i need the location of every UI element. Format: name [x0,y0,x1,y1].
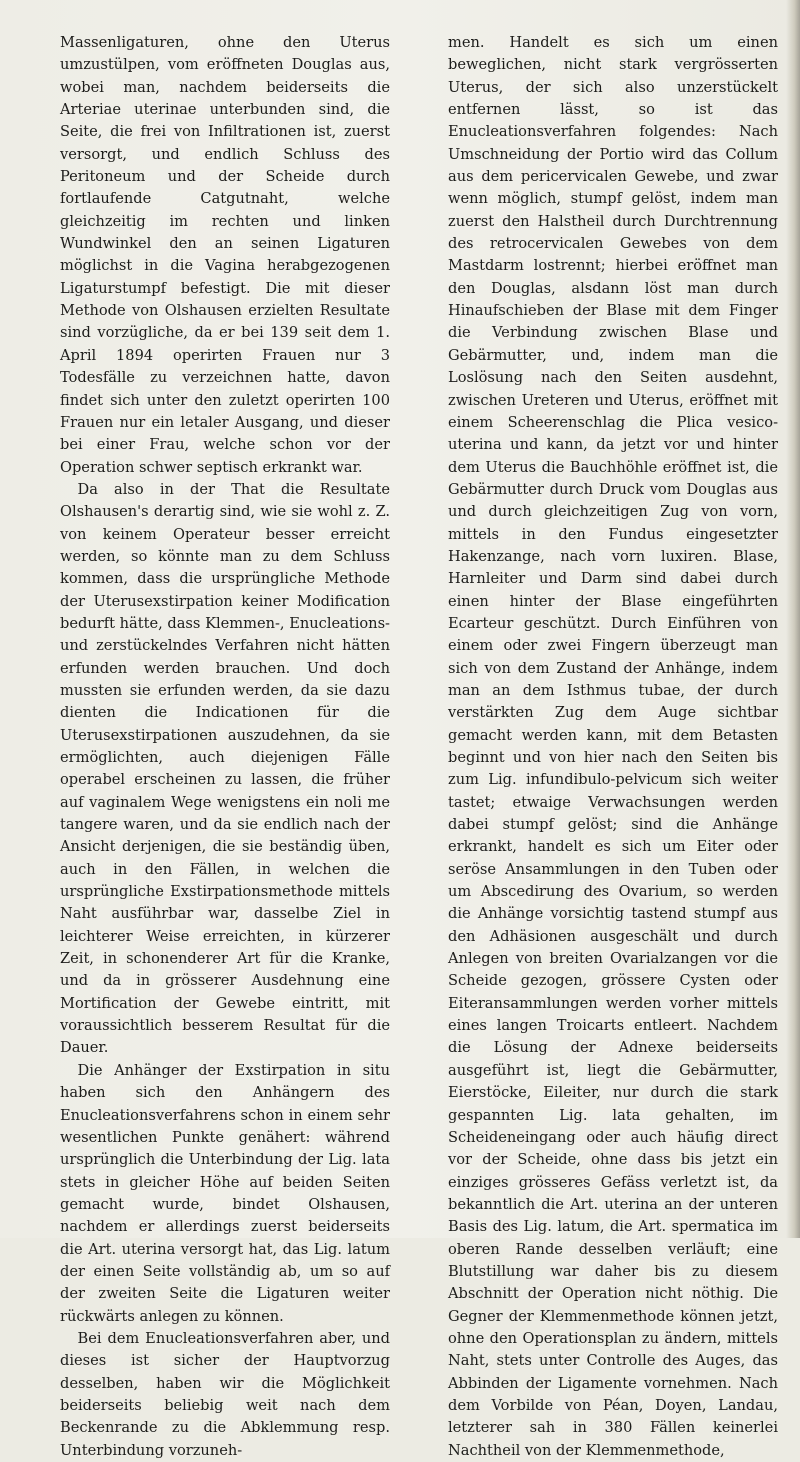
paragraph: Da also in der That die Resultate Olshausen's derartig sind, wie sie wohl z. Z. von keinem Operateur besser erreicht werden, so könnte man zu dem Schluss kommen, dass die ursprüngliche Methode der Uterusexstirpation keiner Modification bedurft hätte, dass Klemmen-, Enucleations- und zerstückelndes Verfahren nicht hätten erfunden werden brauchen. Und doch mussten sie erfunden werden, da sie dazu dienten die Indicationen für die Uterusexstirpationen auszudehnen, da sie ermöglichten, auch diejenigen Fälle operabel erscheinen zu lassen, die früher auf vaginalem Wege wenigstens ein noli me tangere waren, und da sie endlich nach der Ansicht derjenigen, die sie beständig üben, auch in den Fällen, in welchen die ursprüngliche Exstirpationsmethode mittels Naht ausführbar war, dasselbe Ziel in leichterer Weise erreichten, in kürzerer Zeit, in schonenderer Art für die Kranke, und da in grösserer Ausdehnung eine Mortification der Gewebe eintritt, mit voraussichtlich besserem Resultat für die Dauer. [60,480,390,1057]
paragraph: Die Anhänger der Exstirpation in situ haben sich den Anhängern des Enucleationsverfahrens schon in einem sehr wesentlichen Punkte genähert: während ursprünglich die Unterbindung der Lig. lata stets in gleicher Höhe auf beiden Seiten gemacht wurde, bindet Olshausen, nachdem er allerdings zuerst beiderseits die Art. uterina versorgt hat, das Lig. latum der einen Seite vollständig ab, um so auf der zweiten Seite die Ligaturen weiter rückwärts anlegen zu können. [60,1061,390,1325]
left-text-column [60,32,390,1462]
paragraph: men. Handelt es sich um einen beweglichen, nicht stark vergrösserten Uterus, der sich also unzerstückelt entfernen lässt, so ist das Enucleationsverfahren folgendes: Nach Umschneidung der Portio wird das Collum aus dem pericervicalen Gewebe, und zwar wenn möglich, stumpf gelöst, indem man zuerst den Halstheil durch Durchtrennung des retrocervicalen Gewebes von dem Mastdarm lostrennt; hierbei eröffnet man den Douglas, alsdann löst man durch Hinaufschieben der Blase mit dem Finger die Verbindung zwischen Blase und Gebärmutter, und, indem man die Loslösung nach den Seiten ausdehnt, zwischen Ureteren und Uterus, eröffnet mit einem Scheerenschlag die Plica vesico-uterina und kann, da jetzt vor und hinter dem Uterus die Bauchhöhle eröffnet ist, die Gebärmutter durch Druck vom Douglas aus und durch gleichzeitigen Zug von vorn, mittels in den Fundus eingesetzter Hakenzange, nach vorn luxiren. Blase, Harnleiter und Darm sind dabei durch einen hinter der Blase eingeführten Ecarteur geschützt. Durch Einführen von einem oder zwei Fingern überzeugt man sich von dem Zustand der Anhänge, indem man an dem Isthmus tubae, der durch verstärkten Zug dem Auge sichtbar gemacht werden kann, mit dem Betasten beginnt und von hier nach den Seiten bis zum Lig. infundibulo-pelvicum sich weiter tastet; etwaige Verwachsungen werden dabei stumpf gelöst; sind die Anhänge erkrankt, handelt es sich um Eiter oder seröse Ansammlungen in den Tuben oder um Abscedirung des Ovarium, so werden die Anhänge vorsichtig tastend stumpf aus den Adhäsionen ausgeschält und durch Anlegen von breiten Ovarialzangen vor die Scheide gezogen, grössere Cysten oder Eiteransammlungen werden vorher mittels eines langen Troicarts entleert. Nachdem die Lösung der Adnexe beiderseits ausgeführt ist, liegt die Gebärmutter, Eierstöcke, Eileiter, nur durch die stark gespannten Lig. lata gehalten, im Scheideneingang oder auch häufig direct vor der Scheide, ohne dass bis jetzt ein einziges grösseres Gefäss verletzt ist, da bekanntlich die Art. uterina an der unteren Basis des Lig. latum, die Art. spermatica im oberen Rande desselben verläuft; eine Blutstillung war daher bis zu diesem Abschnitt der Operation nicht nöthig. Die Gegner der Klemmenmethode können jetzt, ohne den Operationsplan zu ändern, mittels Naht, stets unter Controlle des Auges, das Abbinden der Ligamente vornehmen. Nach dem Vorbilde von Péan, Doyen, Landau, letzterer sah in 380 Fällen keinerlei Nachtheil von der Klemmenmethode, [448,34,778,1459]
page-edge-shadow [786,0,800,1238]
paragraph: Bei dem Enucleationsverfahren aber, und dieses ist sicher der Hauptvorzug desselben, haben wir die Möglichkeit beiderseits beliebig weit nach dem Beckenrande zu die Abklemmung resp. Unterbindung vorzuneh- [60,1329,390,1459]
right-text-column [448,32,778,1462]
paragraph: Massenligaturen, ohne den Uterus umzustülpen, vom eröffneten Douglas aus, wobei man, nachdem beiderseits die Arteriae uterinae unterbunden sind, die Seite, die frei von Infiltrationen ist, zuerst versorgt, und endlich Schluss des Peritoneum und der Scheide durch fortlaufende Catgutnaht, welche gleichzeitig im rechten und linken Wundwinkel den an seinen Ligaturen möglichst in die Vagina herabgezogenen Ligaturstumpf befestigt. Die mit dieser Methode von Olshausen erzielten Resultate sind vorzügliche, da er bei 139 seit dem 1. April 1894 operirten Frauen nur 3 Todesfälle zu verzeichnen hatte, davon findet sich unter den zuletzt operirten 100 Frauen nur ein letaler Ausgang, und dieser bei einer Frau, welche schon vor der Operation schwer septisch erkrankt war. [60,34,390,476]
